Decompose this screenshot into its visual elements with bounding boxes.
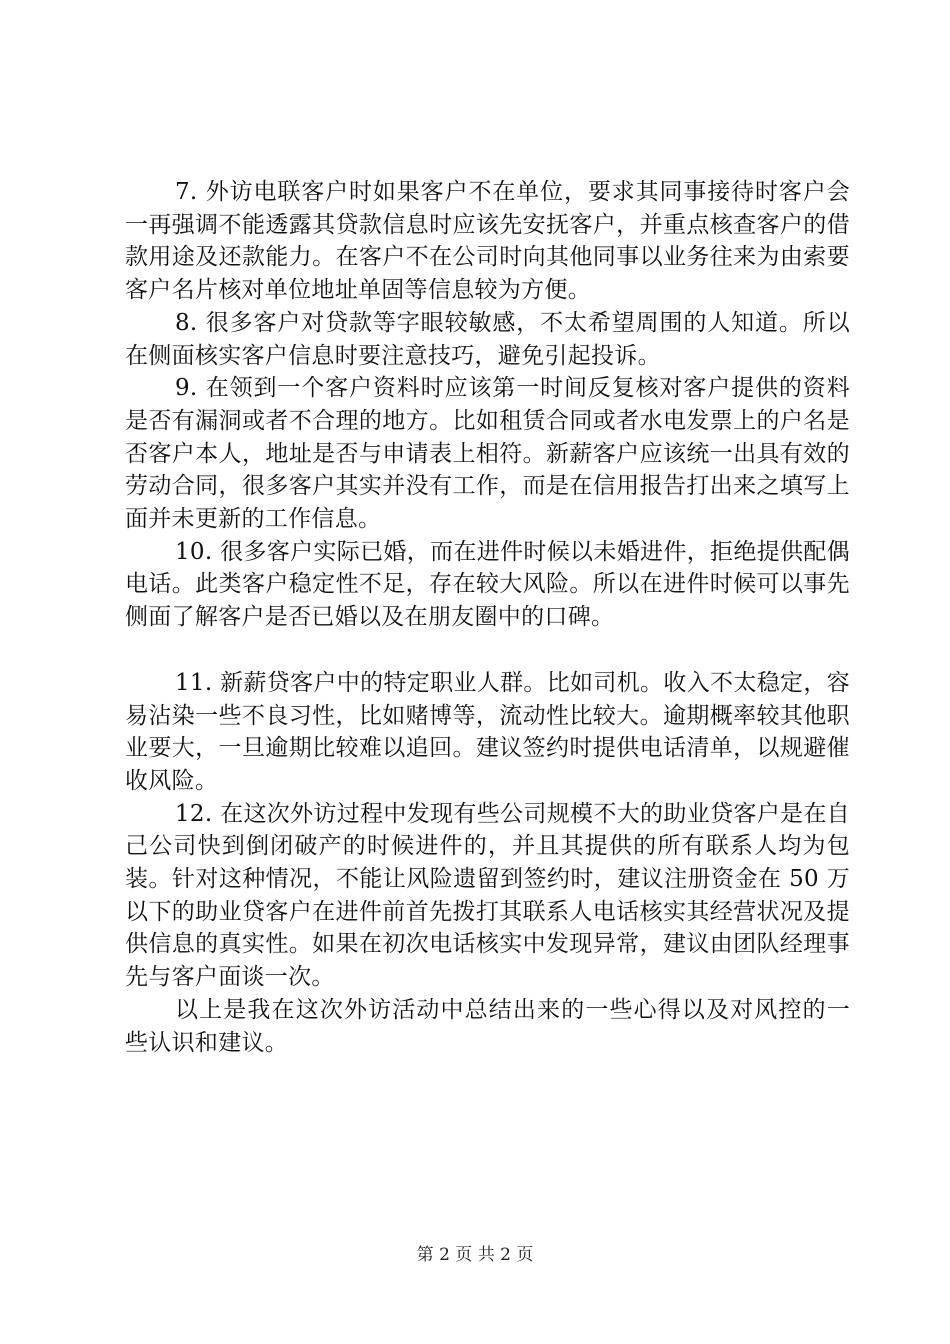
paragraph-11: 11. 新薪贷客户中的特定职业人群。比如司机。收入不太稳定，容易沾染一些不良习性，比如赌博等，流动性比较大。逾期概率较其他职业要大，一旦逾期比较难以追回。建议签约时提供电话清单，以规避催收风险。 [125, 669, 850, 794]
document-body [125, 176, 850, 1059]
paragraph-8: 8. 很多客户对贷款等字眼较敏感，不太希望周围的人知道。所以在侧面核实客户信息时要注意技巧，避免引起投诉。 [125, 309, 850, 369]
paragraph-7: 7. 外访电联客户时如果客户不在单位，要求其同事接待时客户会一再强调不能透露其贷款信息时应该先安抚客户，并重点核查客户的借款用途及还款能力。在客户不在公司时向其他同事以业务往来为由索要客户名片核对单位地址单固等信息较为方便。 [125, 179, 850, 304]
paragraph-10: 10. 很多客户实际已婚，而在进件时候以未婚进件，拒绝提供配偶电话。此类客户稳定性不足，存在较大风险。所以在进件时候可以事先侧面了解客户是否已婚以及在朋友圈中的口碑。 [125, 538, 850, 631]
paragraph-conclusion: 以上是我在这次外访活动中总结出来的一些心得以及对风控的一些认识和建议。 [125, 996, 850, 1056]
paragraph-12: 12. 在这次外访过程中发现有些公司规模不大的助业贷客户是在自己公司快到倒闭破产的时候进件的，并且其提供的所有联系人均为包装。针对这种情况，不能让风险遗留到签约时，建议注册资金在 50 万以下的助业贷客户在进件前首先拨打其联系人电话核实其经营状况及提供信息的真实性。如果在初次电话核实中发现异常，建议由团队经理事先与客户面谈一次。 [125, 800, 850, 991]
paragraph-gap [125, 634, 850, 667]
page-footer: 第 2 页 共 2 页 [416, 1245, 534, 1265]
paragraph-9: 9. 在领到一个客户资料时应该第一时间反复核对客户提供的资料是否有漏洞或者不合理的地方。比如租赁合同或者水电发票上的户名是否客户本人，地址是否与申请表上相符。新薪客户应该统一出具有效的劳动合同，很多客户其实并没有工作，而是在信用报告打出来之填写上面并未更新的工作信息。 [125, 375, 850, 533]
